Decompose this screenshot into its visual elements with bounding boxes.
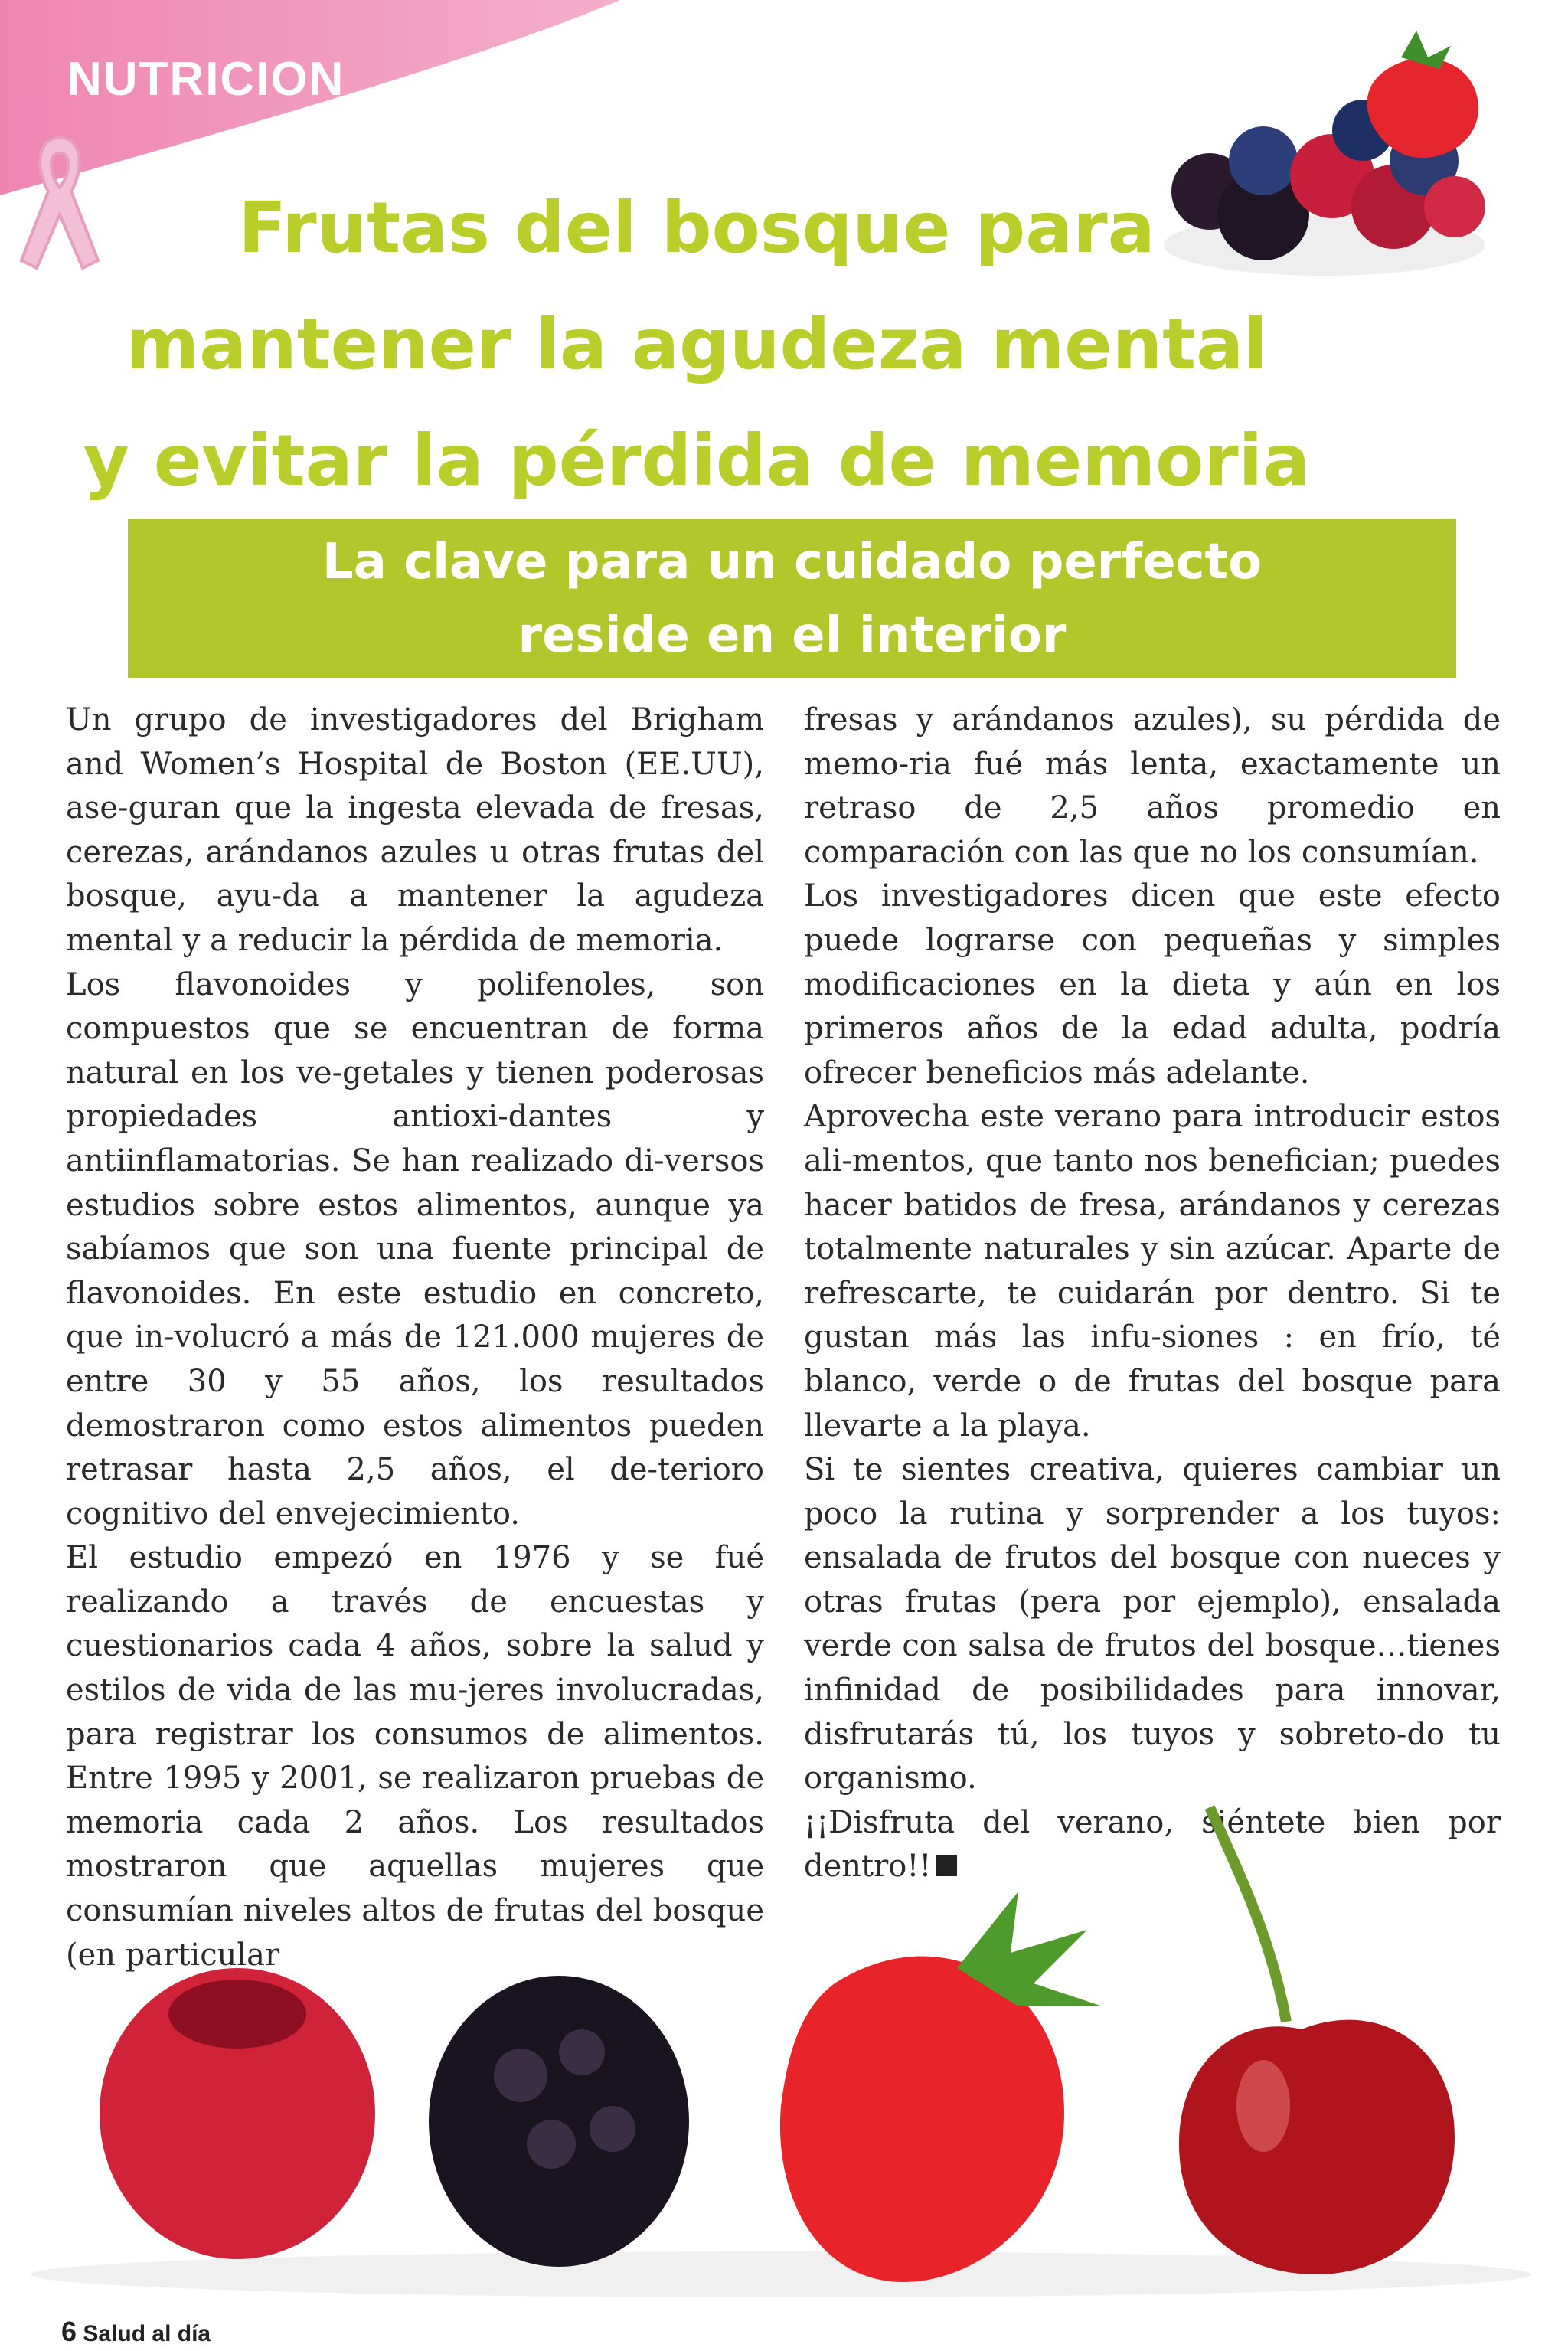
article-title — [46, 170, 1348, 519]
title-line: Frutas del bosque para — [238, 187, 1155, 269]
page-footer — [61, 2316, 211, 2348]
article-column-right — [804, 698, 1501, 1889]
page-number: 6 — [61, 2316, 77, 2347]
publication-name: Salud al día — [83, 2321, 211, 2346]
subtitle-banner — [128, 519, 1456, 678]
title-line: mantener la agudeza mental — [126, 303, 1268, 385]
paragraph: Un grupo de investigadores del Brigham and Women’s Hospital de Boston (EE.UU), ase-guran que la ingesta elevada de fresas, cerezas, arándanos azules u otras frutas del bosque, ayu-da a mantener la agudeza mental y a reducir la pérdida de memoria. — [66, 702, 764, 958]
raspberry-icon — [100, 1968, 375, 2259]
paragraph: Si te sientes creativa, quieres cambiar un poco la rutina y sorprender a los tuyos: ensalada de frutos del bosque con nueces y otras frutas (pera por ejemplo), ensalada verde con salsa de frutos del bosque…tienes infinidad de posibilidades para innovar, disfrutarás tú, los tuyos y sobreto-do tu organismo. — [804, 1452, 1501, 1797]
paragraph: Los investigadores dicen que este efecto puede lograrse con pequeñas y simples modificaciones en la dieta y aún en los primeros años de la edad adulta, podría ofrecer beneficios más adelante. — [804, 878, 1501, 1090]
title-line: y evitar la pérdida de memoria — [83, 420, 1311, 502]
paragraph: fresas y arándanos azules), su pérdida de memo-ria fué más lenta, exactamente un retraso de 2,5 años promedio en comparación con las que no los consumían. — [804, 702, 1501, 870]
blackberry-icon — [429, 1976, 689, 2267]
paragraph: Aprovecha este verano para introducir estos ali-mentos, que tanto nos benefician; puedes hacer batidos de fresa, arándanos y cerezas totalmente naturales y sin azúcar. Aparte de refrescarte, te cuidarán por dentro. Si te gustan más las infu-siones : en frío, té blanco, verde o de frutas del bosque para llevarte a la playa. — [804, 1099, 1501, 1444]
section-label: NUTRICION — [67, 53, 345, 106]
paragraph: Los flavonoides y polifenoles, son compuestos que se encuentran de forma natural en los ve-getales y tienen poderosas propiedades antioxi-dantes y antiinflamatorias. Se han realizado di-versos estudios sobre estos alimentos, aunque ya sabíamos que son una fuente principal de flavonoides. En este estudio en concreto, que in-volucró a más de 121.000 mujeres de entre 30 y 55 años, los resultados demostraron como estos alimentos pueden retrasar hasta 2,5 años, el de-terioro cognitivo del envejecimiento. — [66, 966, 764, 1532]
strawberry-icon — [780, 1892, 1102, 2282]
closing-text: ¡¡Disfruta del verano, siéntete bien por dentro!! — [804, 1804, 1501, 1885]
subtitle-line: reside en el interior — [518, 607, 1067, 664]
cherry-icon — [1179, 1807, 1455, 2274]
paragraph: El estudio empezó en 1976 y se fué realizando a través de encuestas y cuestionarios cada 4 años, sobre la salud y estilos de vida de las mu-jeres involucradas, para registrar los consumos de alimentos. Entre 1995 y 2001, se realizaron pruebas de memoria cada 2 años. Los resultados mostraron que aquellas mujeres que consumían niveles altos de frutas del bosque (en particular — [66, 1540, 764, 1973]
subtitle-line: La clave para un cuidado perfecto — [322, 534, 1263, 590]
fruits-row-image — [0, 1784, 1568, 2305]
